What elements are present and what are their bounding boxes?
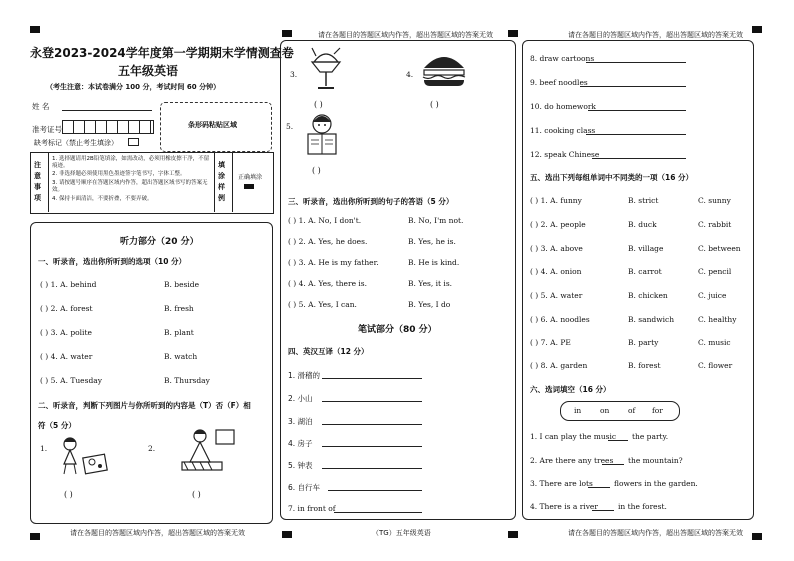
q6-sentence-start: 4. There is a river bbox=[530, 502, 598, 511]
woman-cooking-picture-icon bbox=[170, 426, 240, 476]
notes-item: 4. 保持卡面清洁，不要折叠，不要弄破。 bbox=[52, 196, 153, 202]
q4-item: 1. 滑稽的 bbox=[288, 371, 321, 380]
q4-item: 11. cooking class bbox=[530, 126, 596, 135]
boy-reading-book-picture-icon bbox=[300, 112, 344, 162]
q3-option-a[interactable]: ( ) 3. A. He is my father. bbox=[288, 258, 379, 267]
barcode-label: 条形码粘贴区域 bbox=[188, 121, 237, 129]
q5-option-b[interactable]: B. sandwich bbox=[628, 315, 675, 324]
q1-option-a[interactable]: ( ) 1. A. behind bbox=[40, 280, 97, 289]
q1-option-a[interactable]: ( ) 5. A. Tuesday bbox=[40, 376, 102, 385]
answer-paren[interactable]: ( ) bbox=[430, 100, 439, 109]
notes-divider bbox=[214, 152, 215, 212]
word-bank-word: for bbox=[652, 406, 663, 415]
q4-item: 12. speak Chinese bbox=[530, 150, 600, 159]
q5-option-c[interactable]: C. flower bbox=[698, 361, 733, 370]
top-notice-middle: 请在各题目的答题区域内作答，超出答题区域的答案无效 bbox=[318, 31, 493, 39]
q2-picture-number: 2. bbox=[148, 444, 156, 453]
ticket-label: 准考证号 bbox=[32, 125, 62, 134]
registration-mark bbox=[752, 533, 762, 540]
q5-option-a[interactable]: ( ) 6. A. noodles bbox=[530, 315, 590, 324]
q4-answer-line[interactable] bbox=[322, 468, 422, 469]
q6-blank[interactable] bbox=[608, 440, 628, 441]
q1-option-a[interactable]: ( ) 2. A. forest bbox=[40, 304, 93, 313]
q5-option-c[interactable]: C. pencil bbox=[698, 267, 732, 276]
q3-option-b[interactable]: B. He is kind. bbox=[408, 258, 460, 267]
exam-title: 永登2023-2024学年度第一学期期末学情测查卷 bbox=[30, 46, 294, 60]
q3-option-a[interactable]: ( ) 5. A. Yes, I can. bbox=[288, 300, 357, 309]
q6-sentence-start: 3. There are lots bbox=[530, 479, 593, 488]
hamburger-picture-icon bbox=[420, 50, 468, 90]
q5-option-c[interactable]: C. juice bbox=[698, 291, 727, 300]
exam-info: （考生注意：本试卷满分 100 分，考试时间 60 分钟） bbox=[46, 83, 221, 91]
q5-option-b[interactable]: B. carrot bbox=[628, 267, 662, 276]
q4-item: 9. beef noodles bbox=[530, 78, 588, 87]
q5-option-a[interactable]: ( ) 4. A. onion bbox=[530, 267, 582, 276]
q2-picture-number: 3. bbox=[290, 70, 298, 79]
q3-option-b[interactable]: B. Yes, he is. bbox=[408, 237, 456, 246]
q4-answer-line[interactable] bbox=[586, 134, 686, 135]
absent-box[interactable] bbox=[128, 138, 139, 146]
absent-label: 缺考标记（禁止考生填涂） bbox=[34, 139, 118, 147]
word-bank-word: of bbox=[628, 406, 636, 415]
q5-option-b[interactable]: B. forest bbox=[628, 361, 661, 370]
q5-option-b[interactable]: B. party bbox=[628, 338, 659, 347]
right-panel bbox=[522, 40, 754, 520]
name-line[interactable] bbox=[62, 110, 152, 111]
q2-picture-number: 1. bbox=[40, 444, 48, 453]
q5-option-b[interactable]: B. village bbox=[628, 244, 664, 253]
ticket-number-boxes[interactable] bbox=[62, 120, 154, 134]
q5-option-b[interactable]: B. chicken bbox=[628, 291, 668, 300]
writing-title: 笔试部分（80 分） bbox=[358, 325, 437, 335]
q4-item: 6. 自行车 bbox=[288, 483, 321, 492]
q3-option-b[interactable]: B. Yes, I do bbox=[408, 300, 451, 309]
q1-option-b[interactable]: B. Thursday bbox=[164, 376, 210, 385]
answer-paren[interactable]: ( ) bbox=[64, 490, 73, 499]
q4-answer-line[interactable] bbox=[334, 512, 422, 513]
q5-title: 五、选出下列每组单词中不同类的一项（16 分） bbox=[530, 173, 694, 182]
q1-option-a[interactable]: ( ) 3. A. polite bbox=[40, 328, 92, 337]
registration-mark bbox=[30, 26, 40, 33]
notes-item: 2. 非选择题必须使用黑色墨迹签字笔书写，字体工整。 bbox=[52, 171, 186, 177]
q6-title: 六、选词填空（16 分） bbox=[530, 385, 611, 394]
q5-option-b[interactable]: B. strict bbox=[628, 196, 659, 205]
q5-option-a[interactable]: ( ) 5. A. water bbox=[530, 291, 583, 300]
q4-answer-line[interactable] bbox=[586, 62, 686, 63]
answer-paren[interactable]: ( ) bbox=[192, 490, 201, 499]
q4-title: 四、英汉互译（12 分） bbox=[288, 347, 369, 356]
q5-option-a[interactable]: ( ) 1. A. funny bbox=[530, 196, 582, 205]
page-code: （TG）五年级英语 bbox=[372, 529, 431, 537]
q6-sentence-end: flowers in the garden. bbox=[614, 479, 698, 488]
q3-option-a[interactable]: ( ) 4. A. Yes, there is. bbox=[288, 279, 368, 288]
q4-item: 5. 钟表 bbox=[288, 461, 313, 470]
q4-answer-line[interactable] bbox=[322, 401, 422, 402]
q1-title: 一、听录音，选出你所听到的选项（10 分） bbox=[38, 257, 187, 266]
q5-option-b[interactable]: B. duck bbox=[628, 220, 657, 229]
q4-item: 10. do homework bbox=[530, 102, 596, 111]
q4-answer-line[interactable] bbox=[328, 490, 422, 491]
q4-item: 4. 房子 bbox=[288, 439, 313, 448]
q1-option-b[interactable]: B. watch bbox=[164, 352, 198, 361]
registration-mark bbox=[282, 30, 292, 37]
q6-blank[interactable] bbox=[592, 510, 614, 511]
correct-fill-sample bbox=[244, 184, 254, 189]
registration-mark bbox=[30, 533, 40, 540]
notes-label: 注意事项 bbox=[34, 161, 41, 202]
registration-mark bbox=[752, 26, 762, 33]
q5-option-c[interactable]: C. healthy bbox=[698, 315, 737, 324]
q6-sentence-end: the party. bbox=[632, 432, 669, 441]
q2-title: 二、听录音，判断下列图片与你所听到的内容是（T）否（F）相 bbox=[38, 401, 251, 410]
q4-item: 3. 湖泊 bbox=[288, 417, 313, 426]
q6-blank[interactable] bbox=[602, 464, 624, 465]
q5-option-c[interactable]: C. sunny bbox=[698, 196, 731, 205]
exam-subtitle: 五年级英语 bbox=[118, 64, 179, 78]
q1-option-a[interactable]: ( ) 4. A. water bbox=[40, 352, 93, 361]
q2-title-cont: 符（5 分） bbox=[38, 421, 76, 430]
q1-option-b[interactable]: B. beside bbox=[164, 280, 200, 289]
girl-drawing-picture-icon bbox=[56, 434, 116, 478]
q3-option-b[interactable]: B. No, I'm not. bbox=[408, 216, 464, 225]
notes-divider bbox=[48, 152, 49, 212]
word-bank-word: in bbox=[574, 406, 582, 415]
q4-answer-line[interactable] bbox=[592, 158, 686, 159]
registration-mark bbox=[508, 30, 518, 37]
q3-title: 三、听录音，选出你所听到的句子的答语（5 分） bbox=[288, 197, 454, 206]
q2-picture-number: 5. bbox=[286, 122, 294, 131]
q5-option-a[interactable]: ( ) 7. A. PE bbox=[530, 338, 571, 347]
q6-sentence-end: in the forest. bbox=[618, 502, 667, 511]
correct-fill-label: 正确填涂 bbox=[238, 174, 263, 181]
q6-sentence-end: the mountain? bbox=[628, 456, 683, 465]
q4-answer-line[interactable] bbox=[580, 86, 686, 87]
q4-item: 2. 小山 bbox=[288, 394, 313, 403]
q5-option-a[interactable]: ( ) 3. A. above bbox=[530, 244, 583, 253]
q5-option-c[interactable]: C. rabbit bbox=[698, 220, 732, 229]
registration-mark bbox=[508, 531, 518, 538]
q6-sentence-start: 2. Are there any trees bbox=[530, 456, 614, 465]
word-bank-word: on bbox=[600, 406, 610, 415]
ice-cream-sundae-picture-icon bbox=[306, 44, 346, 94]
q6-sentence-start: 1. I can play the music bbox=[530, 432, 617, 441]
q5-option-c[interactable]: C. between bbox=[698, 244, 741, 253]
q5-option-c[interactable]: C. music bbox=[698, 338, 731, 347]
notes-item: 3. 请按题号顺序在答题区域内作答，超出答题区域书写的答案无效。 bbox=[52, 180, 208, 193]
listening-panel bbox=[30, 222, 273, 524]
q3-option-a[interactable]: ( ) 1. A. No, I don't. bbox=[288, 216, 362, 225]
q4-answer-line[interactable] bbox=[322, 424, 422, 425]
q4-item: 7. in front of bbox=[288, 504, 336, 513]
name-label: 姓 名 bbox=[32, 102, 50, 111]
q4-item: 8. draw cartoons bbox=[530, 54, 595, 63]
q1-option-b[interactable]: B. fresh bbox=[164, 304, 194, 313]
top-notice-right: 请在各题目的答题区域内作答，超出答题区域的答案无效 bbox=[568, 31, 743, 39]
answer-paren[interactable]: ( ) bbox=[312, 166, 321, 175]
q2-picture-number: 4. bbox=[406, 70, 414, 79]
bottom-notice-left: 请在各题目的答题区域内作答，超出答题区域的答案无效 bbox=[70, 529, 245, 537]
q5-option-a[interactable]: ( ) 2. A. people bbox=[530, 220, 586, 229]
registration-mark bbox=[282, 531, 292, 538]
bottom-notice-right: 请在各题目的答题区域内作答，超出答题区域的答案无效 bbox=[568, 529, 743, 537]
fill-example-label: 填涂样例 bbox=[218, 161, 225, 202]
q4-answer-line[interactable] bbox=[322, 378, 422, 379]
notes-item: 1. 选择题请用2B铅笔填涂，如需改动，必须用橡皮擦干净，不留痕迹。 bbox=[52, 156, 210, 169]
q6-blank[interactable] bbox=[588, 487, 610, 488]
q3-option-a[interactable]: ( ) 2. A. Yes, he does. bbox=[288, 237, 368, 246]
answer-paren[interactable]: ( ) bbox=[314, 100, 323, 109]
q1-option-b[interactable]: B. plant bbox=[164, 328, 194, 337]
q5-option-a[interactable]: ( ) 8. A. garden bbox=[530, 361, 588, 370]
listening-title: 听力部分（20 分） bbox=[120, 237, 199, 247]
q4-answer-line[interactable] bbox=[322, 446, 422, 447]
q3-option-b[interactable]: B. Yes, it is. bbox=[408, 279, 453, 288]
q4-answer-line[interactable] bbox=[588, 110, 686, 111]
notes-divider bbox=[232, 152, 233, 212]
